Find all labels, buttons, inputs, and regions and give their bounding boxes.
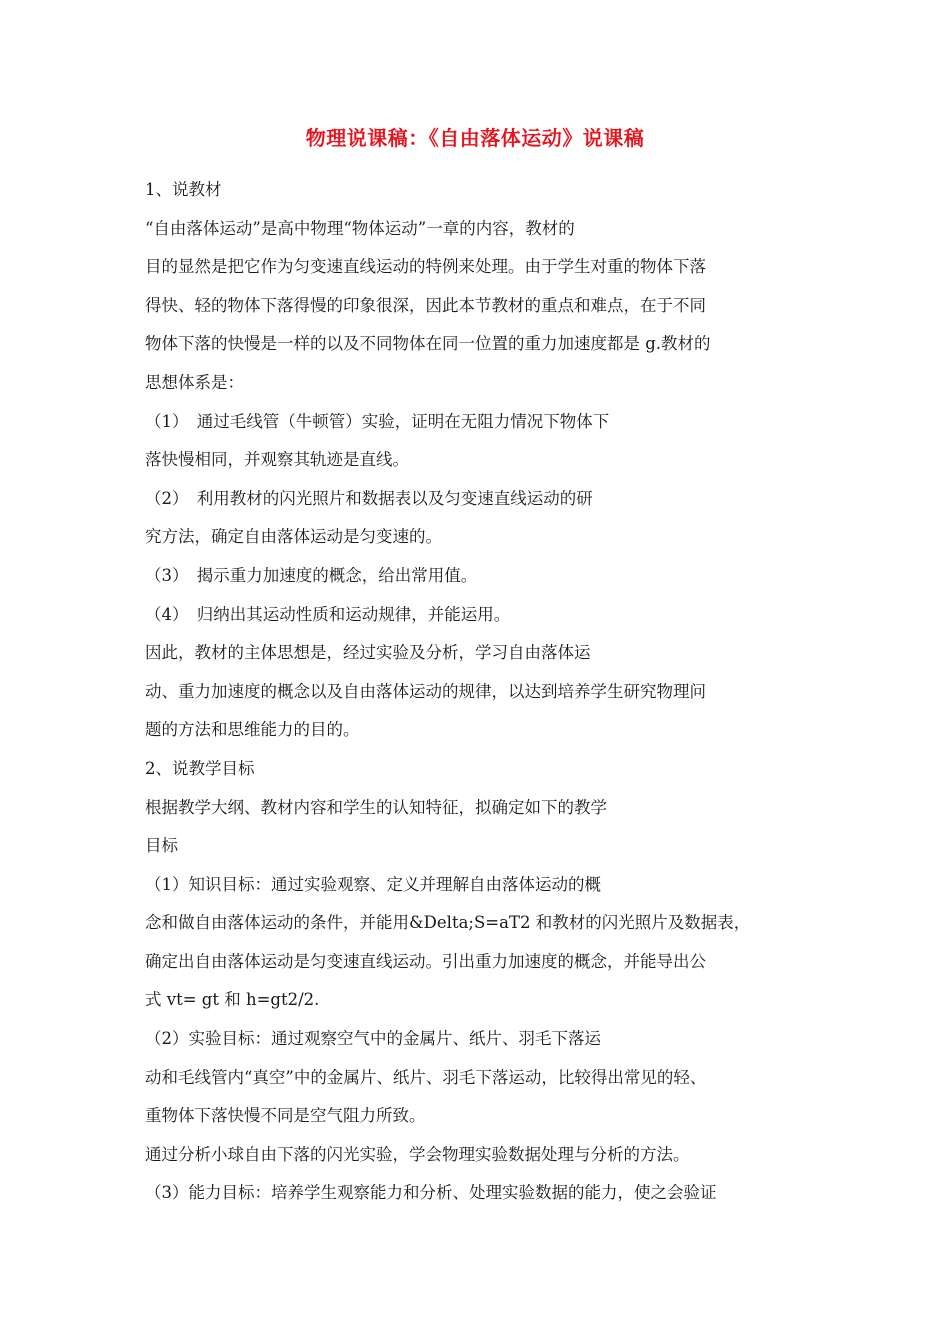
paragraph-line: 物体下落的快慢是一样的以及不同物体在同一位置的重力加速度都是 g.教材的	[145, 334, 711, 354]
paragraph-line: 得快、轻的物体下落得慢的印象很深，因此本节教材的重点和难点，在于不同	[145, 295, 706, 315]
list-item-line: （4） 归纳出其运动性质和运动规律，并能运用。	[145, 604, 511, 624]
paragraph-line: 题的方法和思维能力的目的。	[145, 720, 360, 740]
list-item-line: 确定出自由落体运动是匀变速直线运动。引出重力加速度的概念，并能导出公	[145, 951, 706, 971]
list-item-line: 落快慢相同，并观察其轨迹是直线。	[145, 450, 409, 470]
paragraph-line: 思想体系是：	[145, 372, 244, 392]
section-heading: 2、说教学目标	[145, 758, 255, 778]
paragraph-line: 因此，教材的主体思想是，经过实验及分析，学习自由落体运	[145, 643, 591, 663]
list-item-line: （1）知识目标：通过实验观察、定义并理解自由落体运动的概	[145, 874, 601, 894]
list-item-line: 重物体下落快慢不同是空气阻力所致。	[145, 1106, 426, 1126]
document-title: 物理说课稿：《自由落体运动》说课稿	[305, 126, 645, 150]
list-item-line: （3） 揭示重力加速度的概念，给出常用值。	[145, 565, 478, 585]
paragraph-line: “自由落体运动”是高中物理“物体运动”一章的内容，教材的	[145, 218, 575, 238]
paragraph-line: 目标	[145, 836, 178, 856]
list-item-line: （2）实验目标：通过观察空气中的金属片、纸片、羽毛下落运	[145, 1029, 601, 1049]
paragraph-line: 目的显然是把它作为匀变速直线运动的特例来处理。由于学生对重的物体下落	[145, 257, 706, 277]
list-item-line: （3）能力目标：培养学生观察能力和分析、处理实验数据的能力，使之会验证	[145, 1183, 717, 1203]
paragraph-line: 根据教学大纲、教材内容和学生的认知特征，拟确定如下的教学	[145, 797, 607, 817]
list-item-line: 式 vt= gt 和 h=gt2/2.	[145, 990, 320, 1010]
paragraph-line: 动、重力加速度的概念以及自由落体运动的规律，以达到培养学生研究物理问	[145, 681, 706, 701]
list-item-line: 动和毛线管内“真空”中的金属片、纸片、羽毛下落运动，比较得出常见的轻、	[145, 1067, 707, 1087]
list-item-line: 念和做自由落体运动的条件，并能用&Delta;S=aT2 和教材的闪光照片及数据表，	[145, 913, 751, 933]
section-heading: 1、说教材	[145, 180, 222, 199]
paragraph-line: 通过分析小球自由下落的闪光实验，学会物理实验数据处理与分析的方法。	[145, 1144, 690, 1164]
list-item-line: （2） 利用教材的闪光照片和数据表以及匀变速直线运动的研	[145, 488, 593, 508]
list-item-line: 究方法，确定自由落体运动是匀变速的。	[145, 527, 442, 547]
list-item-line: （1） 通过毛线管（牛顿管）实验，证明在无阻力情况下物体下	[145, 411, 610, 431]
document-body	[145, 171, 835, 1213]
